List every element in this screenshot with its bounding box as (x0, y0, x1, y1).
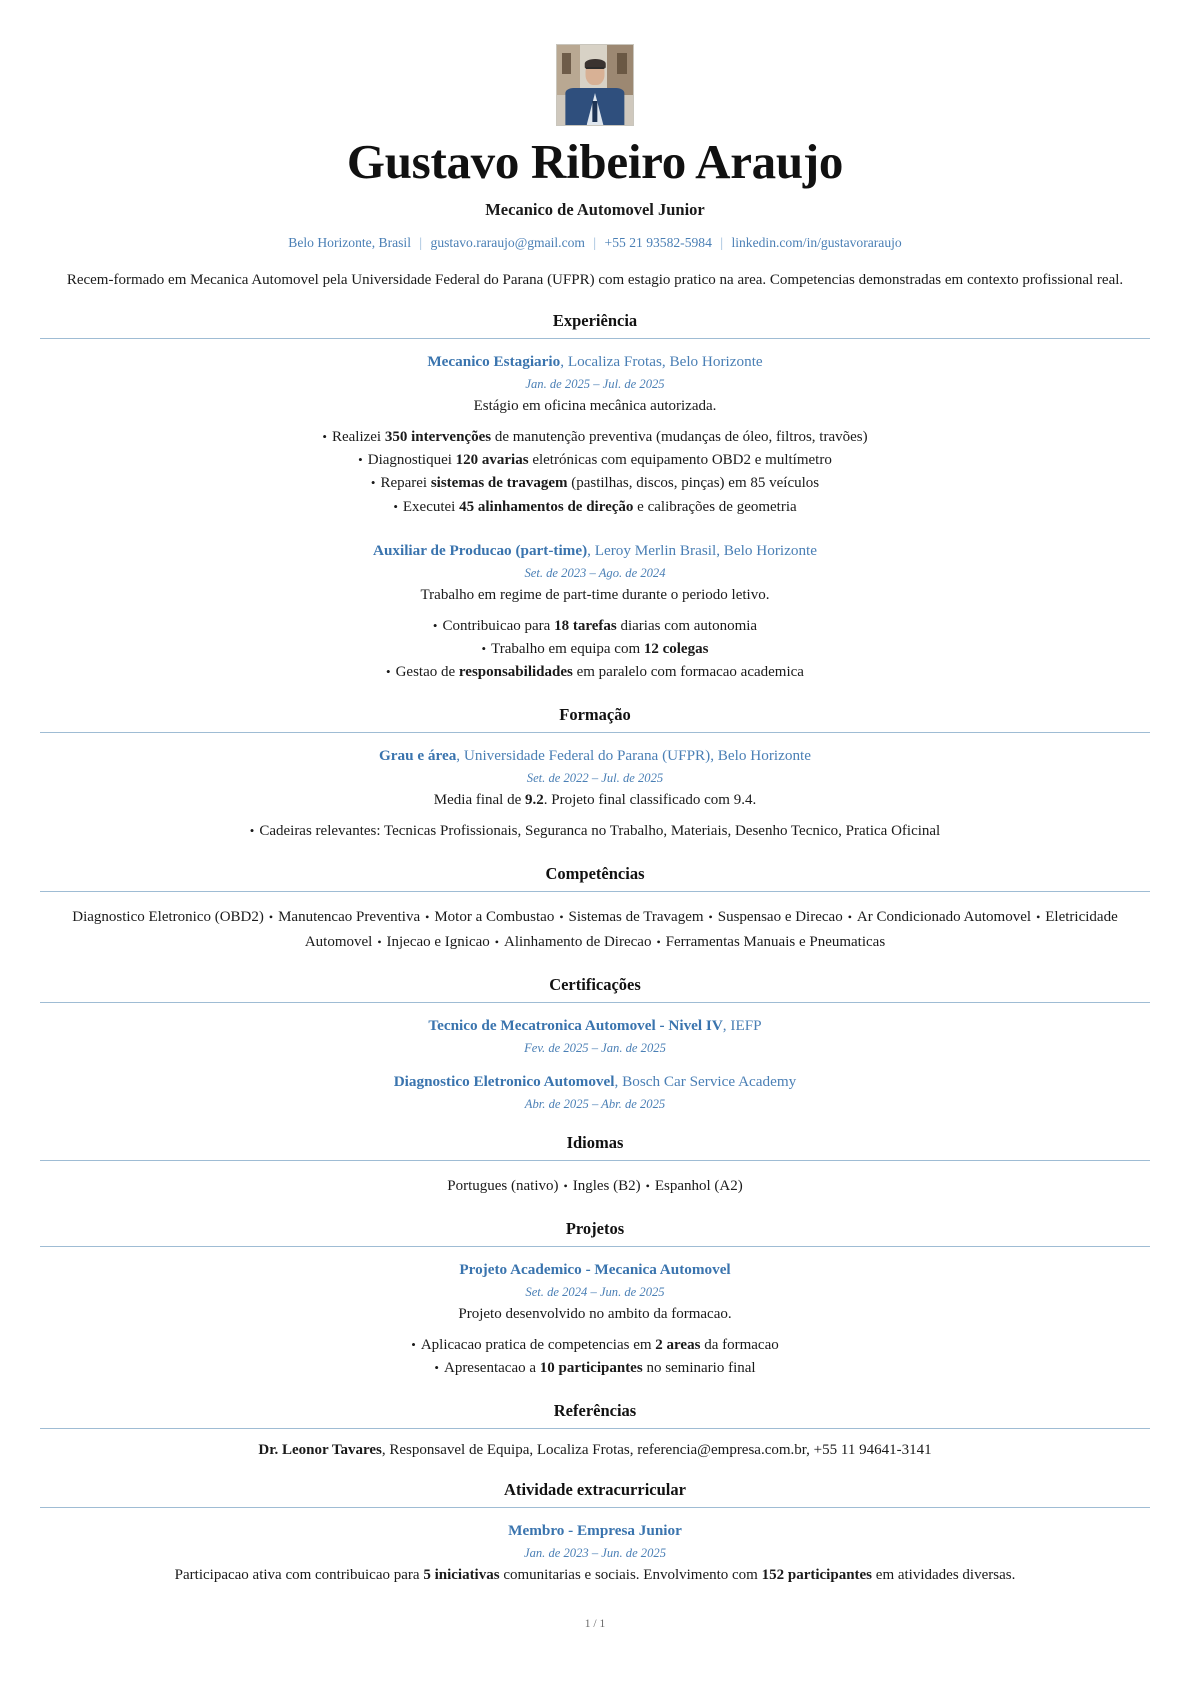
skill-item: Suspensao e Direcao (717, 909, 843, 926)
section-title-languages: Idiomas (566, 1132, 624, 1152)
entry-header (40, 1260, 1150, 1280)
experience-entry (40, 541, 1150, 685)
section-title-references: Referências (553, 1401, 637, 1421)
entry-header (40, 1521, 1150, 1541)
project-entries (40, 1247, 1150, 1380)
entry-bullets (40, 615, 1150, 685)
skills-list: Diagnostico Eletronico (OBD2) • Manutencao Preventiva • Motor a Combustao • Sistemas de Travagem • Suspensao e Direcao • Ar Condicionado Automovel • Eletricidade Automovel • Injecao e Ignicao • Alinhamento de Direcao • Ferramentas Manuais e Pneumaticas (72, 909, 1118, 950)
contact-linkedin[interactable]: linkedin.com/in/gustavoraraujo (731, 234, 902, 250)
skill-item: Alinhamento de Direcao (504, 933, 652, 950)
languages-list: Portugues (nativo) • Ingles (B2) • Espanhol (A2) (447, 1177, 743, 1194)
extracurricular-description: Participacao ativa com contribuicao para 5 iniciativas comunitarias e sociais. Envolvimento com 152 participantes em atividades diversas. (174, 1566, 1016, 1583)
bullet-item: • Diagnostiquei 120 avarias eletrónicas com equipamento OBD2 e multímetro (40, 449, 1150, 472)
bullet-item: • Aplicacao pratica de competencias em 2 areas da formacao (40, 1334, 1150, 1357)
entry-description: Media final de 9.2. Projeto final classificado com 9.4. (433, 792, 757, 809)
bullet-item: • Gestao de responsabilidades em paralelo com formacao academica (40, 661, 1150, 684)
section-title-extracurricular: Atividade extracurricular (504, 1480, 686, 1500)
entry-bullets (40, 1334, 1150, 1381)
extracurricular-role: Membro - Empresa Junior (508, 1522, 682, 1540)
section-education (40, 705, 1150, 843)
contact-separator: | (419, 234, 423, 250)
entry-description: Estágio em oficina mecânica autorizada. (473, 397, 717, 414)
entry-description: Trabalho em regime de part-time durante o periodo letivo. (420, 586, 770, 603)
project-entry (40, 1260, 1150, 1380)
entry-bullets (40, 426, 1150, 519)
contact-line (40, 235, 1150, 251)
entry-header (40, 541, 1150, 561)
skill-item: Sistemas de Travagem (568, 909, 704, 926)
certification-entry (40, 1016, 1150, 1056)
entry-header (40, 746, 1150, 766)
section-experience (40, 311, 1150, 684)
section-title-skills: Competências (545, 864, 645, 884)
section-extracurricular (40, 1480, 1150, 1584)
language-item: Ingles (B2) (572, 1177, 641, 1194)
section-title-projects: Projetos (565, 1218, 625, 1238)
certification-entry (40, 1072, 1150, 1112)
entry-date: Fev. de 2025 – Jan. de 2025 (524, 1040, 666, 1055)
entry-bullets (40, 820, 1150, 843)
certification-name: Diagnostico Eletronico Automovel (393, 1072, 615, 1090)
entry-date: Set. de 2024 – Jun. de 2025 (525, 1284, 665, 1299)
contact-email[interactable]: gustavo.raraujo@gmail.com (430, 234, 585, 250)
skill-item: Ar Condicionado Automovel (856, 909, 1032, 926)
certification-entries (40, 1003, 1150, 1112)
contact-location: Belo Horizonte, Brasil (288, 234, 411, 250)
bullet-item: • Contribuicao para 18 tarefas diarias com autonomia (40, 615, 1150, 638)
entry-date: Jan. de 2023 – Jun. de 2025 (524, 1545, 666, 1560)
bullet-item: • Apresentacao a 10 participantes no seminario final (40, 1357, 1150, 1380)
skill-item: Ferramentas Manuais e Pneumaticas (665, 933, 886, 950)
education-entry (40, 746, 1150, 843)
bullet-item: • Realizei 350 intervenções de manutenção preventiva (mudanças de óleo, filtros, travões) (40, 426, 1150, 449)
section-references (40, 1401, 1150, 1459)
section-languages (40, 1133, 1150, 1198)
entry-description: Projeto desenvolvido no ambito da formacao. (458, 1305, 732, 1322)
extracurricular-entry (40, 1521, 1150, 1584)
education-entries (40, 733, 1150, 843)
section-projects (40, 1219, 1150, 1380)
experience-entry (40, 352, 1150, 519)
section-skills (40, 864, 1150, 954)
entry-header (40, 1072, 1150, 1092)
reference-entry (40, 1442, 1150, 1459)
profile-photo-container (40, 44, 1150, 126)
candidate-name: Gustavo Ribeiro Araujo (346, 134, 844, 189)
skill-item: Eletricidade Automovel (304, 909, 1118, 950)
bullet-item: • Cadeiras relevantes: Tecnicas Profissionais, Seguranca no Trabalho, Materiais, Desenho Tecnico, Pratica Oficinal (40, 820, 1150, 843)
entry-date: Set. de 2022 – Jul. de 2025 (526, 771, 664, 786)
reference-details: , Responsavel de Equipa, Localiza Frotas, referencia@empresa.com.br, +55 11 94641-3141 (381, 1442, 932, 1459)
project-name: Projeto Academico - Mecanica Automovel (459, 1260, 731, 1278)
bullet-item: • Executei 45 alinhamentos de direção e calibrações de geometria (40, 496, 1150, 519)
certification-issuer: , IEFP (722, 1017, 762, 1035)
experience-entries (40, 339, 1150, 684)
profile-photo (556, 44, 634, 126)
contact-phone[interactable]: +55 21 93582-5984 (604, 234, 712, 250)
skill-item: Diagnostico Eletronico (OBD2) (72, 909, 264, 926)
certification-name: Tecnico de Mecatronica Automovel - Nivel IV (428, 1017, 723, 1035)
reference-name: Dr. Leonor Tavares (258, 1442, 382, 1459)
entry-role: Mecanico Estagiario (427, 353, 561, 371)
entry-header (40, 352, 1150, 372)
profile-summary: Recem-formado em Mecanica Automovel pela Universidade Federal do Parana (UFPR) com estagio pratico na area. Competencias demonstradas em contexto profissional real. (66, 271, 1124, 288)
entry-company: , Leroy Merlin Brasil, Belo Horizonte (587, 541, 818, 559)
entry-header (40, 1016, 1150, 1036)
page-number: 1 / 1 (584, 1617, 606, 1630)
job-title: Mecanico de Automovel Junior (485, 199, 705, 219)
skill-item: Injecao e Ignicao (386, 933, 490, 950)
entry-date: Jan. de 2025 – Jul. de 2025 (525, 376, 665, 391)
entry-school: , Universidade Federal do Parana (UFPR), Belo Horizonte (456, 747, 812, 765)
skill-item: Manutencao Preventiva (278, 909, 421, 926)
language-item: Portugues (nativo) (447, 1177, 559, 1194)
contact-separator: | (593, 234, 597, 250)
section-certifications (40, 975, 1150, 1112)
entry-degree: Grau e área (378, 747, 457, 765)
bullet-item: • Trabalho em equipa com 12 colegas (40, 638, 1150, 661)
entry-date: Set. de 2023 – Ago. de 2024 (524, 565, 666, 580)
section-title-experience: Experiência (552, 311, 638, 331)
contact-separator: | (720, 234, 724, 250)
entry-date: Abr. de 2025 – Abr. de 2025 (524, 1096, 666, 1111)
bullet-item: • Reparei sistemas de travagem (pastilhas, discos, pinças) em 85 veículos (40, 472, 1150, 495)
section-title-education: Formação (559, 705, 631, 725)
entry-role: Auxiliar de Producao (part-time) (372, 541, 588, 559)
language-item: Espanhol (A2) (654, 1177, 743, 1194)
certification-issuer: , Bosch Car Service Academy (614, 1072, 797, 1090)
entry-company: , Localiza Frotas, Belo Horizonte (560, 353, 763, 371)
section-title-certifications: Certificações (549, 975, 641, 995)
skill-item: Motor a Combustao (434, 909, 555, 926)
